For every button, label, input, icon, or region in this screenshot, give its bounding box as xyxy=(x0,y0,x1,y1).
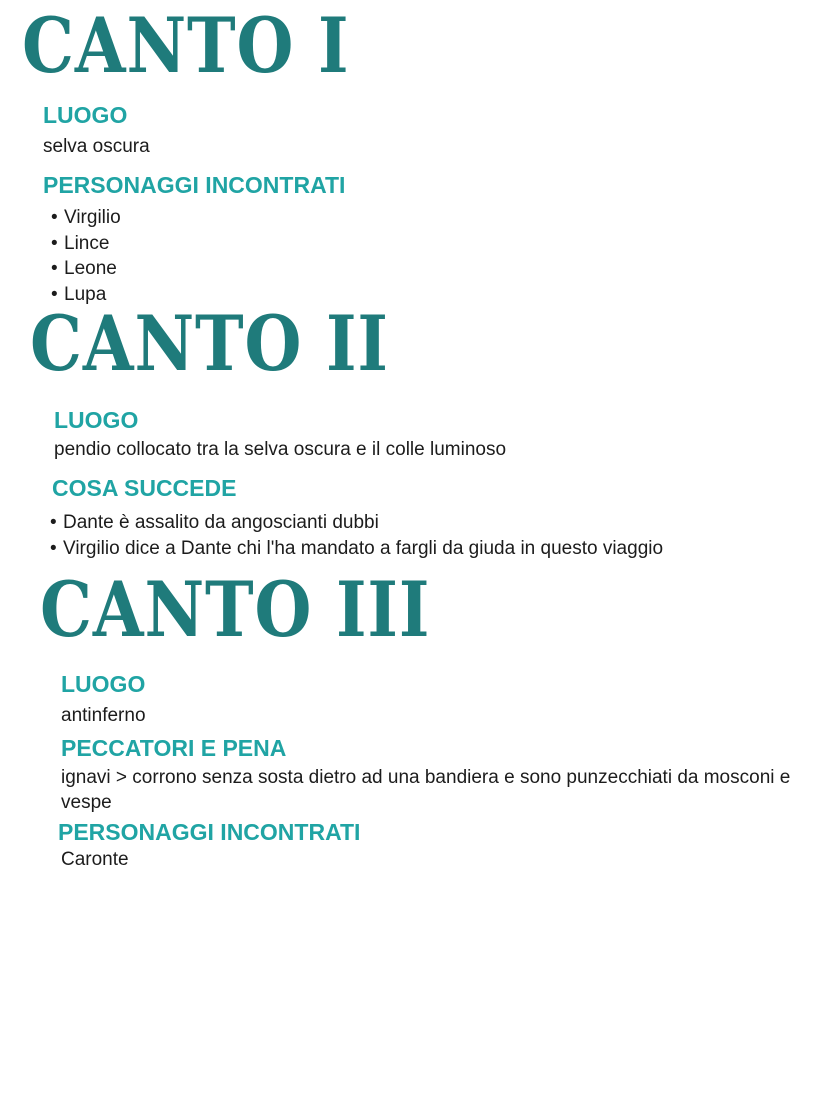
canto-3-peccatori-heading: PECCATORI E PENA xyxy=(61,735,287,761)
canto-2-luogo-text: pendio collocato tra la selva oscura e il colle luminoso xyxy=(54,439,507,460)
canto-2-section xyxy=(50,406,664,561)
list-item: • Dante è assalito da angoscianti dubbi xyxy=(50,512,379,533)
list-item: • Lince xyxy=(51,232,110,254)
list-item: • Leone xyxy=(51,258,117,279)
canto-3-personaggi-heading: PERSONAGGI INCONTRATI xyxy=(58,819,361,845)
list-item: • Lupa xyxy=(51,283,107,305)
canto-2-succede-list xyxy=(42,510,663,561)
canto-1-section xyxy=(43,101,345,307)
canto-1-luogo-heading: LUOGO xyxy=(43,102,128,128)
canto-3-title: CANTO III xyxy=(40,565,431,654)
canto-3-luogo-heading: LUOGO xyxy=(61,671,146,697)
canto-2-succede-heading: COSA SUCCEDE xyxy=(52,475,237,501)
canto-3-personaggi-text: Caronte xyxy=(61,849,129,870)
canto-2-title: CANTO II xyxy=(30,299,389,388)
canto-3-section xyxy=(58,670,801,872)
canto-1-personaggi-heading: PERSONAGGI INCONTRATI xyxy=(43,172,346,198)
list-item: • Virgilio dice a Dante chi l'ha mandato a fargli da giuda in questo viaggio xyxy=(50,537,664,559)
canto-3-peccatori-text: ignavi > corrono senza sosta dietro ad una bandiera e sono punzecchiati da mosconi e vespe xyxy=(61,767,791,813)
canto-2-luogo-heading: LUOGO xyxy=(54,407,139,433)
list-item: • Virgilio xyxy=(51,207,121,228)
canto-3-luogo-text: antinferno xyxy=(61,705,146,726)
canto-1-luogo-text: selva oscura xyxy=(43,136,150,157)
canto-1-personaggi-list xyxy=(43,205,345,307)
canto-1-title: CANTO I xyxy=(22,1,350,90)
